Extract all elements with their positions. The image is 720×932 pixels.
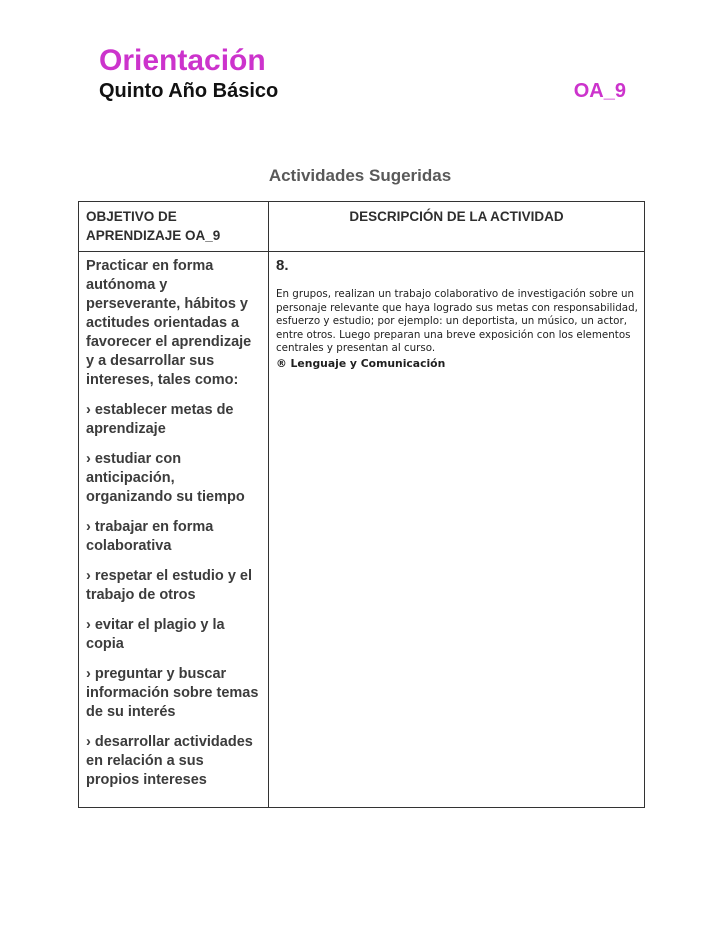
objective-intro: Practicar en forma autónoma y perseverante, hábitos y actitudes orientadas a favorecer el aprendizaje y a desarrollar sus intereses, tales como: (86, 258, 252, 388)
objective-bullet-item: › desarrollar actividades en relación a sus propios intereses (86, 734, 253, 788)
objective-bullet-item: › evitar el plagio y la copia (86, 617, 225, 652)
objective-cell (79, 252, 269, 808)
activity-cell (269, 252, 645, 808)
objective-bullet-item: › respetar el estudio y el trabajo de otros (86, 568, 253, 603)
activity-column-header: DESCRIPCIÓN DE LA ACTIVIDAD (269, 202, 645, 252)
activities-table (78, 201, 645, 808)
activity-subject-tag: ® Lenguaje y Comunicación (276, 356, 446, 370)
objective-text (86, 257, 260, 790)
document-header (99, 44, 626, 103)
grade-title: Quinto Año Básico (99, 80, 279, 102)
section-title: Actividades Sugeridas (268, 166, 452, 185)
table-header-row (79, 202, 645, 252)
grade-row (99, 80, 626, 103)
activity-description: En grupos, realizan un trabajo colaborativo de investigación sobre un personaje relevante que haya logrado sus metas con responsabilidad, esfuerzo y estudio; por ejemplo: un deportista, un músico, un actor, entre otros. Luego preparan una breve exposición con los elementos centrales y presentan al curso. (276, 288, 638, 354)
objective-bullet-item: › trabajar en forma colaborativa (86, 519, 214, 554)
objective-column-header: OBJETIVO DE APRENDIZAJE OA_9 (79, 202, 269, 252)
objective-bullet-item: › estudiar con anticipación, organizando su tiempo (86, 451, 245, 505)
objective-bullet-item: › preguntar y buscar información sobre temas de su interés (86, 666, 259, 720)
objective-bullet-item: › establecer metas de aprendizaje (86, 402, 234, 437)
oa-code: OA_9 (573, 80, 626, 102)
activity-number: 8. (276, 257, 289, 274)
table-body-row (79, 252, 645, 808)
subject-title: Orientación (99, 44, 266, 77)
